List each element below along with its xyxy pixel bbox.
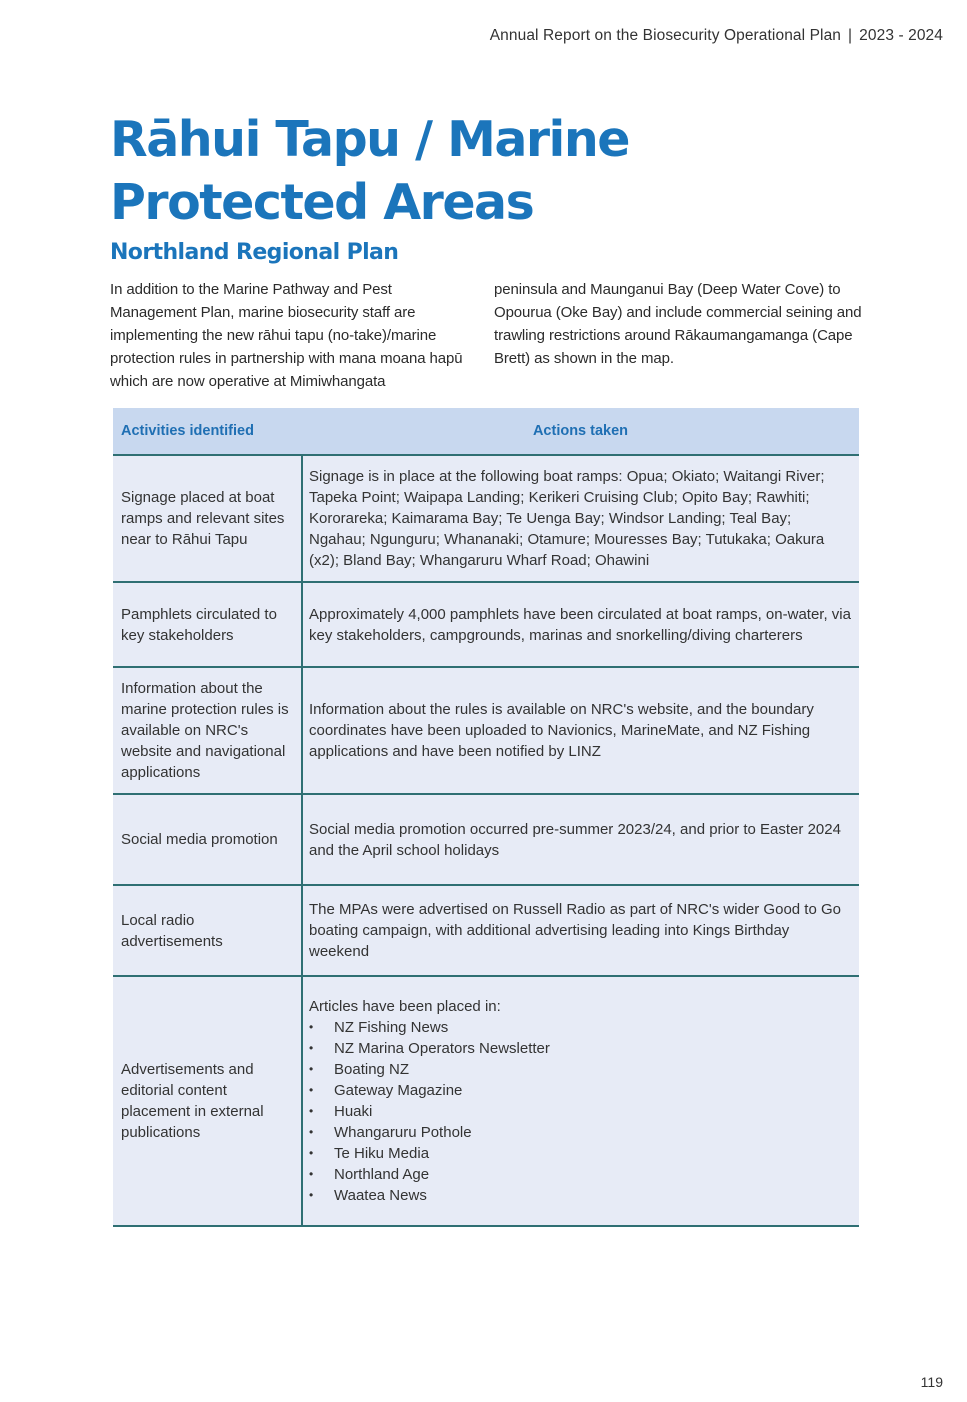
publication-list bbox=[309, 1017, 851, 1206]
list-item: • Northland Age bbox=[309, 1164, 851, 1185]
list-item: • Waatea News bbox=[309, 1185, 851, 1206]
table-row bbox=[113, 667, 859, 794]
list-item: • NZ Fishing News bbox=[309, 1017, 851, 1038]
activity-cell: Local radio advertisements bbox=[113, 885, 302, 976]
activity-cell: Advertisements and editorial content placement in external publications bbox=[113, 976, 302, 1226]
list-item: • Whangaruru Pothole bbox=[309, 1122, 851, 1143]
activity-cell: Signage placed at boat ramps and relevant sites near to Rāhui Tapu bbox=[113, 455, 302, 582]
page-title: Rāhui Tapu / Marine Protected Areas bbox=[110, 111, 629, 231]
action-cell: Information about the rules is available on NRC's website, and the boundary coordinates have been uploaded to Navionics, MarineMate, and NZ Fishing applications and have been notified by LINZ bbox=[302, 667, 859, 794]
action-intro-text: Articles have been placed in: bbox=[309, 998, 501, 1015]
report-title: Annual Report on the Biosecurity Operational Plan bbox=[489, 27, 842, 44]
section-subtitle: Northland Regional Plan bbox=[110, 240, 399, 265]
action-cell bbox=[302, 976, 859, 1226]
activity-cell: Information about the marine protection rules is available on NRC's website and navigational applications bbox=[113, 667, 302, 794]
list-item: • Te Hiku Media bbox=[309, 1143, 851, 1164]
header-separator: | bbox=[848, 27, 853, 44]
table-row bbox=[113, 794, 859, 885]
table-row bbox=[113, 582, 859, 667]
activities-table bbox=[113, 408, 859, 1227]
table-row bbox=[113, 455, 859, 582]
list-item: • NZ Marina Operators Newsletter bbox=[309, 1038, 851, 1059]
table-header-row bbox=[113, 408, 859, 455]
intro-paragraph-col2: peninsula and Maunganui Bay (Deep Water Cove) to Opourua (Oke Bay) and include commercial seining and trawling restrictions around Rākaumangamanga (Cape Brett) as shown in the map. bbox=[494, 281, 862, 367]
table-row bbox=[113, 976, 859, 1226]
list-item: • Boating NZ bbox=[309, 1059, 851, 1080]
list-item: • Huaki bbox=[309, 1101, 851, 1122]
activity-cell: Social media promotion bbox=[113, 794, 302, 885]
running-header bbox=[490, 27, 943, 45]
page-number: 119 bbox=[920, 1374, 943, 1390]
action-cell: Approximately 4,000 pamphlets have been circulated at boat ramps, on-water, via key stakeholders, campgrounds, marinas and snorkelling/diving charterers bbox=[302, 582, 859, 667]
intro-paragraph-col1: In addition to the Marine Pathway and Pest Management Plan, marine biosecurity staff are implementing the new rāhui tapu (no-take)/marine protection rules in partnership with mana moana hapū which are now operative at Mimiwhangata bbox=[110, 281, 463, 390]
action-cell: The MPAs were advertised on Russell Radio as part of NRC's wider Good to Go boating campaign, with additional advertising leading into Kings Birthday weekend bbox=[302, 885, 859, 976]
action-cell: Social media promotion occurred pre-summer 2023/24, and prior to Easter 2024 and the April school holidays bbox=[302, 794, 859, 885]
activity-cell: Pamphlets circulated to key stakeholders bbox=[113, 582, 302, 667]
action-cell: Signage is in place at the following boat ramps: Opua; Okiato; Waitangi River; Tapeka Point; Waipapa Landing; Kerikeri Cruising Club; Opito Bay; Rawhiti; Kororareka; Kaimarama Bay; Te Uenga Bay; Windsor Landing; Teal Bay; Ngahau; Ngunguru; Whananaki; Otamure; Mouresses Bay; Tutukaka; Oakura (x2); Bland Bay; Whangaruru Wharf Road; Ohawini bbox=[302, 455, 859, 582]
table-row bbox=[113, 885, 859, 976]
list-item: • Gateway Magazine bbox=[309, 1080, 851, 1101]
header-actions: Actions taken bbox=[302, 408, 859, 455]
report-years: 2023 - 2024 bbox=[859, 27, 943, 44]
header-activities: Activities identified bbox=[113, 408, 302, 455]
